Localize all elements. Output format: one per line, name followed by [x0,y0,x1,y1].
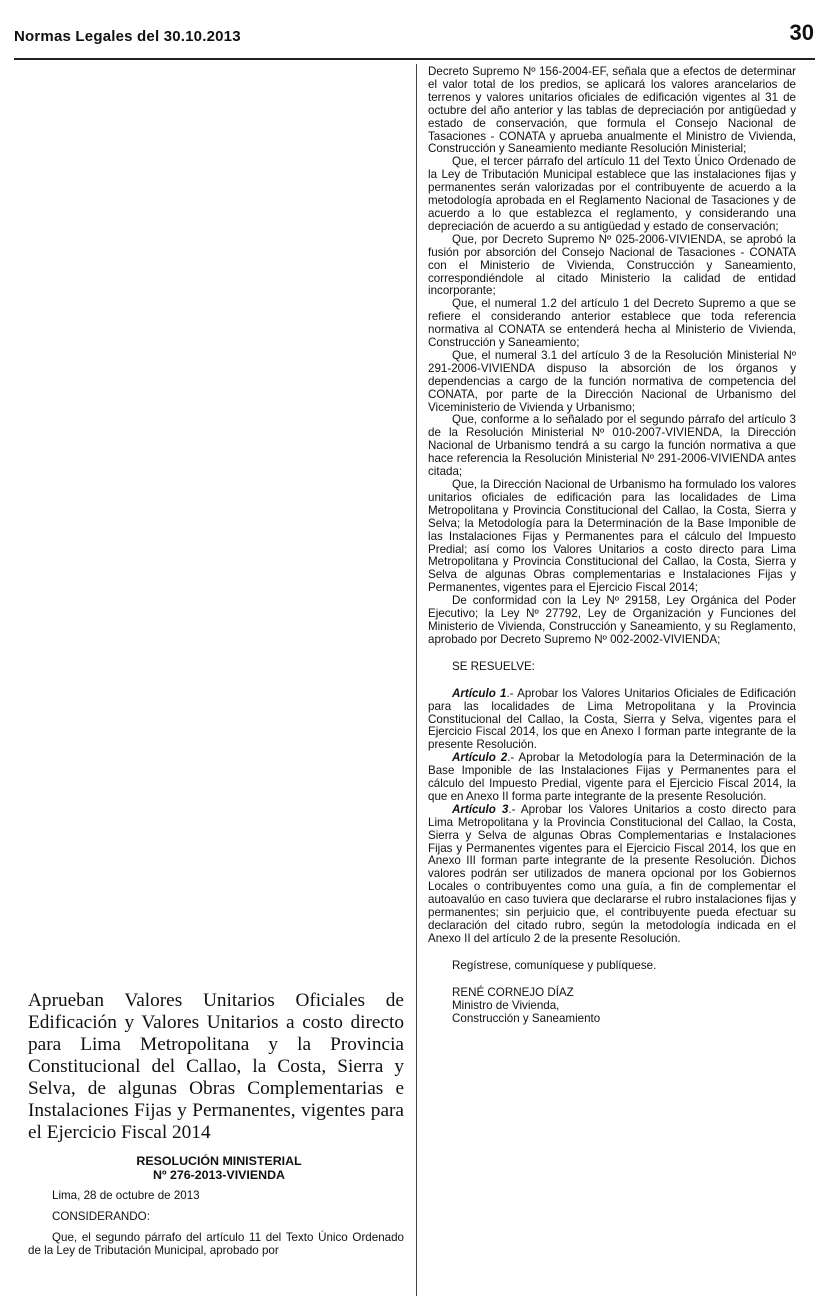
article-1-text: .- Aprobar los Valores Unitarios Oficiales de Edificación para las localidades de Lima Metropolitana y la Provincia Constitucional del Callao, la Costa, Sierra y Selva, vigentes para el Ejercicio Fiscal 2014, los que en Anexo I forman parte integrante de la presente Resolución. [428,686,797,752]
article-2 [428,752,796,804]
signature-name: RENÉ CORNEJO DÍAZ [452,985,574,999]
publication-title: Normas Legales del 30.10.2013 [14,28,241,45]
closing-formula: Regístrese, comuníquese y publíquese. [452,958,657,972]
paragraph: Que, la Dirección Nacional de Urbanismo ha formulado los valores unitarios oficiales de edificación para las localidades de Lima Metropolitana y Provincia Constitucional del Callao, la Costa, Sierra y Selva; la Metodología para la Determinación de la Base Imponible de las Instalaciones Fijas y Permanentes para el cálculo del Impuesto Predial; así como los Valores Unitarios a costo directo para Lima Metropolitana y Provincia Constitucional del Callao, la Costa, Sierra y Selva de algunas Obras complementarias e Instalaciones Fijas y Permanentes, vigentes para el Ejercicio Fiscal 2014; [428,478,796,595]
paragraph: Que, el segundo párrafo del artículo 11 del Texto Único Ordenado de la Ley de Tributación Municipal, aprobado por [28,1230,404,1257]
article-3 [428,804,796,946]
signature-title: Ministro de Vivienda, [452,998,560,1012]
paragraph-continued: Decreto Supremo Nº 156-2004-EF, señala que a efectos de determinar el valor total de los predios, se aplicará los valores arancelarios de terrenos y valores unitarios oficiales de edificación vigentes al 31 de octubre del año anterior y las tablas de depreciación por antigüedad y estado de conservación, que formula el Consejo Nacional de Tasaciones - CONATA y aprueba anualmente el Ministro de Vivienda, Construcción y Saneamiento mediante Resolución Ministerial; [428,65,796,156]
paragraph: Que, conforme a lo señalado por el segundo párrafo del artículo 3 de la Resolución Ministerial Nº 010-2007-VIVIENDA, la Dirección Nacional de Urbanismo tendrá a su cargo la función normativa a que hace referencia la Resolución Ministerial Nº 291-2006-VIVIENDA antes citada; [428,413,796,479]
resolution-number: Nº 276-2013-VIVIENDA [153,1168,285,1182]
resolution-title: RESOLUCIÓN MINISTERIAL [136,1154,302,1168]
article-1 [428,688,796,753]
article-3-text: .- Aprobar los Valores Unitarios a costo directo para Lima Metropolitana y la Provincia Constitucional del Callao, la Costa, Sierra y Selva de algunas Obras Complementarias e Instalaciones Fijas y Permanentes vigentes para el Ejercicio Fiscal 2014, los que en Anexo III forman parte integrante de la presente Resolución. Dichos valores podrán ser utilizados de manera opcional por los Gobiernos Locales o contribuyentes como una guía, a fin de complementar el autoavalúo en caso tuviera que declararse el rubro instalaciones fijas y permanentes; sin perjuicio que, el contribuyente pueda efectuar su declaración del citado rubro, según la metodología indicada en el Anexo II del artículo 2 de la presente Resolución. [428,802,797,945]
document-heading: Aprueban Valores Unitarios Oficiales de Edificación y Valores Unitarios a costo directo para Lima Metropolitana y la Provincia Constitucional del Callao, la Costa, Sierra y Selva, de algunas Obras Complementarias e Instalaciones Fijas y Permanentes, vigentes para el Ejercicio Fiscal 2014 [28,990,404,1143]
se-resuelve-label: SE RESUELVE: [452,659,535,673]
considerando-label: CONSIDERANDO: [52,1209,150,1223]
header-divider [14,58,815,60]
paragraph: De conformidad con la Ley Nº 29158, Ley Orgánica del Poder Ejecutivo; la Ley Nº 27792, Ley de Organización y Funciones del Ministerio de Vivienda, Construcción y Saneamiento, y su Reglamento, aprobado por Decreto Supremo Nº 002-2002-VIVIENDA; [428,594,796,646]
column-divider [416,64,417,1296]
article-2-text: .- Aprobar la Metodología para la Determinación de la Base Imponible de las Instalaciones Fijas y Permanentes para el cálculo del Impuesto Predial, vigente para el Ejercicio Fiscal 2014, la que en Anexo II forma parte integrante de la presente Resolución. [428,751,797,803]
signature-title: Construcción y Saneamiento [452,1011,601,1025]
paragraph: Que, por Decreto Supremo Nº 025-2006-VIVIENDA, se aprobó la fusión por absorción del Consejo Nacional de Tasaciones - CONATA con el Ministerio de Vivienda, Construcción y Saneamiento, correspondiéndole al citado Ministerio la calidad de entidad incorporante; [428,232,796,298]
paragraph: Que, el numeral 3.1 del artículo 3 de la Resolución Ministerial Nº 291-2006-VIVIENDA dispuso la absorción de los órganos y dependencias a cargo de la función normativa de competencia del CONATA, por parte de la Dirección Nacional de Urbanismo del Viceministerio de Vivienda y Urbanismo; [428,348,796,414]
article-2-label: Artículo 2 [452,751,508,765]
date-line: Lima, 28 de octubre de 2013 [52,1189,200,1202]
right-column [428,66,796,1025]
page-number: 30 [789,20,814,45]
left-column [28,990,404,1258]
article-1-label: Artículo 1 [452,686,507,700]
article-3-label: Artículo 3 [452,802,509,816]
page-header [14,18,814,58]
paragraph: Que, el numeral 1.2 del artículo 1 del Decreto Supremo a que se refiere el considerando anterior establece que toda referencia normativa al CONATA se entenderá hecha al Ministerio de Vivienda, Construcción y Saneamiento; [428,297,796,350]
paragraph: Que, el tercer párrafo del artículo 11 del Texto Único Ordenado de la Ley de Tributación Municipal establece que las instalaciones fijas y permanentes serán valorizadas por el contribuyente de acuerdo a la metodología aprobada en el Reglamento Nacional de Tasaciones y de acuerdo a lo que establezca el reglamento, y considerando una depreciación de acuerdo a su antigüedad y estado de conservación; [428,155,796,233]
